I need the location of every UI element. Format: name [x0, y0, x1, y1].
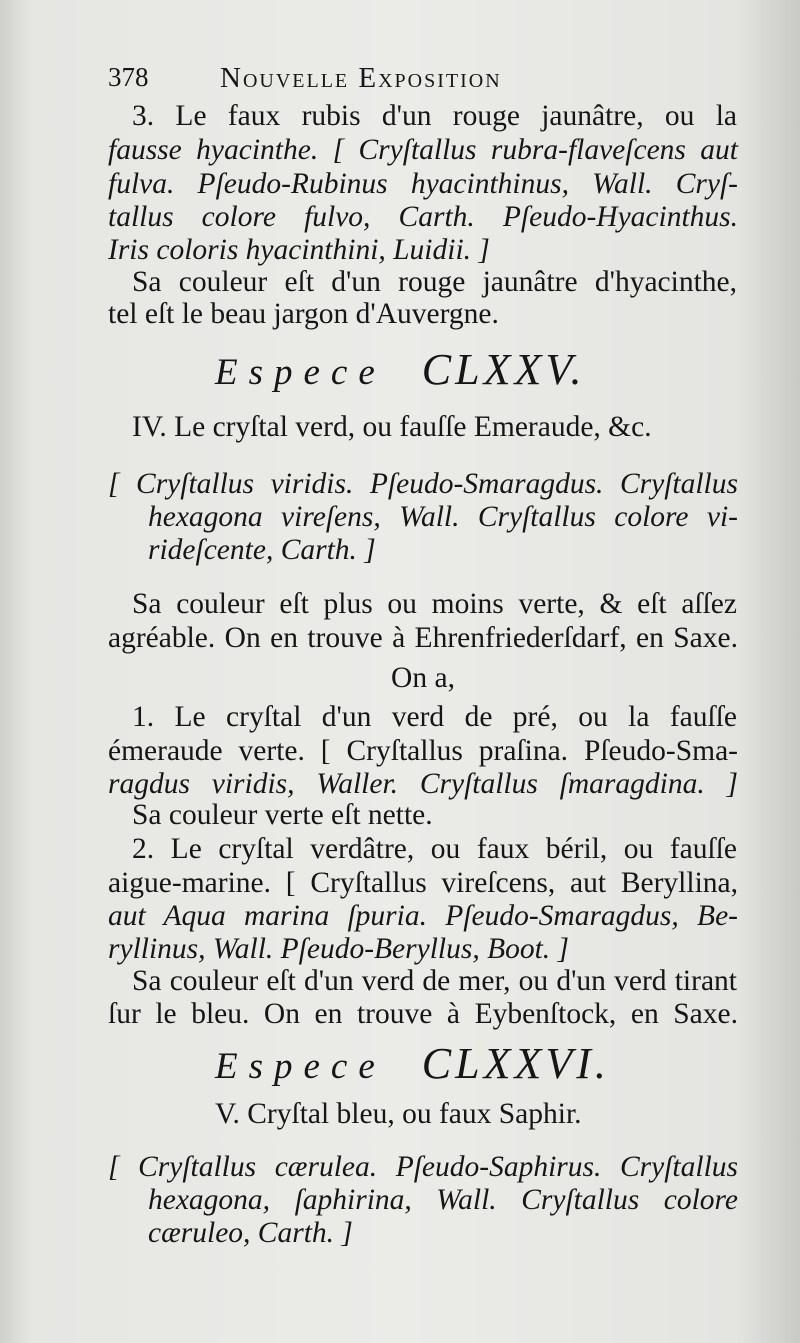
page-number: 378	[108, 62, 149, 92]
text-line: émeraude verte. [ Cryſtallus praſina. Pſeudo-Sma-	[108, 735, 738, 767]
text-line: aut Aqua marina ſpuria. Pſeudo-Smaragdus, Be-	[108, 900, 738, 932]
text-line: agréable. On en trouve à Ehrenfriederſdarf, en Saxe.	[108, 622, 738, 654]
text-line: 3. Le faux rubis d'un rouge jaunâtre, ou la	[132, 100, 737, 132]
espece-word: Espece	[215, 1046, 386, 1087]
running-header	[108, 64, 608, 93]
espece-numeral: CLXXV.	[421, 345, 586, 394]
species-title: IV. Le cryſtal verd, ou fauſſe Emeraude, &c.	[132, 411, 652, 443]
text-line: fausse hyacinthe. [ Cryſtallus rubra-flaveſcens aut	[108, 134, 738, 166]
species-title: V. Cryſtal bleu, ou faux Saphir.	[215, 1098, 582, 1130]
text-line: Iris coloris hyacinthini, Luidii. ]	[108, 234, 490, 266]
text-line: aigue-marine. [ Cryſtallus vireſcens, aut Beryllina,	[108, 867, 738, 899]
synonym-line: [ Cryſtallus viridis. Pſeudo-Smaragdus. Cryſtallus	[108, 468, 738, 500]
text-line: ryllinus, Wall. Pſeudo-Beryllus, Boot. ]	[108, 933, 570, 965]
espece-heading-1	[215, 345, 586, 394]
synonym-line: cæruleo, Carth. ]	[148, 1217, 353, 1249]
text-line: Sa couleur verte eſt nette.	[132, 799, 433, 831]
synonym-line: rideſcente, Carth. ]	[148, 534, 376, 566]
espece-heading-2	[215, 1039, 610, 1088]
text-line: tallus colore fulvo, Carth. Pſeudo-Hyacinthus.	[108, 201, 738, 233]
text-line: Sa couleur eſt d'un verd de mer, ou d'un verd tirant	[132, 965, 737, 997]
espece-word: Espece	[215, 352, 386, 393]
text-line: 1. Le cryſtal d'un verd de pré, ou la fauſſe	[132, 701, 737, 733]
text-line: 2. Le cryſtal verdâtre, ou faux béril, ou fauſſe	[132, 833, 737, 865]
text-line: tel eſt le beau jargon d'Auvergne.	[108, 298, 499, 330]
text-line: Sa couleur eſt d'un rouge jaunâtre d'hyacinthe,	[132, 266, 737, 298]
text-line: Sa couleur eſt plus ou moins verte, & eſt aſſez	[132, 588, 737, 620]
text-line: ſur le bleu. On en trouve à Eybenſtock, en Saxe.	[108, 998, 738, 1030]
text-line: ragdus viridis, Waller. Cryſtallus ſmaragdina. ]	[108, 768, 738, 800]
synonym-line: hexagona vireſens, Wall. Cryſtallus colore vi-	[148, 501, 738, 533]
espece-numeral: CLXXVI.	[421, 1039, 610, 1088]
running-title: Nouvelle Exposition	[220, 62, 502, 94]
synonym-line: [ Cryſtallus cærulea. Pſeudo-Saphirus. Cryſtallus	[108, 1151, 738, 1183]
synonym-line: hexagona, ſaphirina, Wall. Cryſtallus colore	[148, 1184, 738, 1216]
text-line: fulva. Pſeudo-Rubinus hyacinthinus, Wall. Cryſ-	[108, 168, 738, 200]
on-a-line: On a,	[391, 662, 455, 694]
